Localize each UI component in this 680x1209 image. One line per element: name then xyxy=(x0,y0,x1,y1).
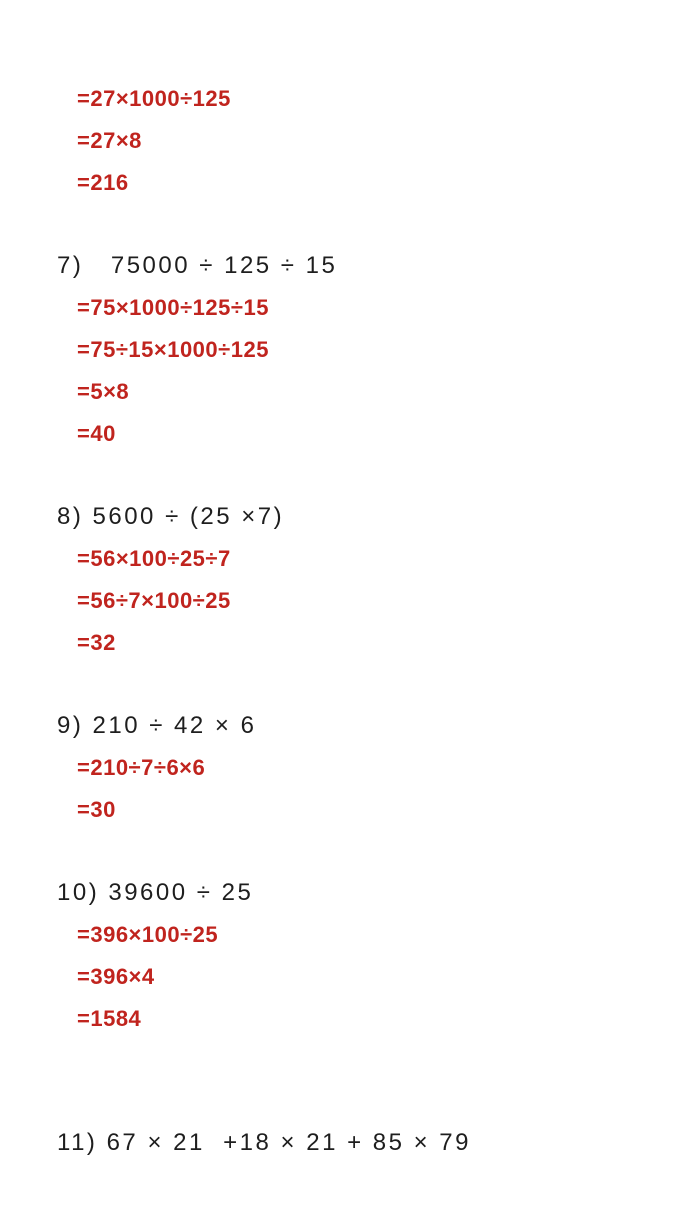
solution-step: =396×4 xyxy=(77,964,155,989)
solution-step: =56×100÷25÷7 xyxy=(77,546,231,571)
solution-step: =210÷7÷6×6 xyxy=(77,755,206,780)
problem-block-8 xyxy=(0,496,680,664)
solution-step: =5×8 xyxy=(77,379,130,404)
solution-step: =40 xyxy=(77,421,116,446)
problem-block-11 xyxy=(0,1122,680,1164)
problem-statement: 10) 39600 ÷ 25 xyxy=(57,879,254,906)
problem-statement: 9) 210 ÷ 42 × 6 xyxy=(57,712,257,739)
problem-block-6-solution xyxy=(0,78,680,204)
problem-statement: 11) 67 × 21 +18 × 21 + 85 × 79 xyxy=(57,1129,472,1156)
solution-step: =32 xyxy=(77,630,116,655)
solution-step: =75÷15×1000÷125 xyxy=(77,337,269,362)
solution-step: =56÷7×100÷25 xyxy=(77,588,231,613)
solution-step: =216 xyxy=(77,170,129,195)
solution-step: =27×1000÷125 xyxy=(77,86,231,111)
solution-step: =396×100÷25 xyxy=(77,922,219,947)
problem-block-9 xyxy=(0,705,680,831)
solution-step: =30 xyxy=(77,797,116,822)
problem-statement: 8) 5600 ÷ (25 ×7) xyxy=(57,503,285,530)
problem-block-10 xyxy=(0,872,680,1040)
solution-step: =1584 xyxy=(77,1006,142,1031)
problem-block-7 xyxy=(0,245,680,455)
problem-statement: 7) 75000 ÷ 125 ÷ 15 xyxy=(57,252,338,279)
solution-step: =75×1000÷125÷15 xyxy=(77,295,269,320)
solution-step: =27×8 xyxy=(77,128,142,153)
